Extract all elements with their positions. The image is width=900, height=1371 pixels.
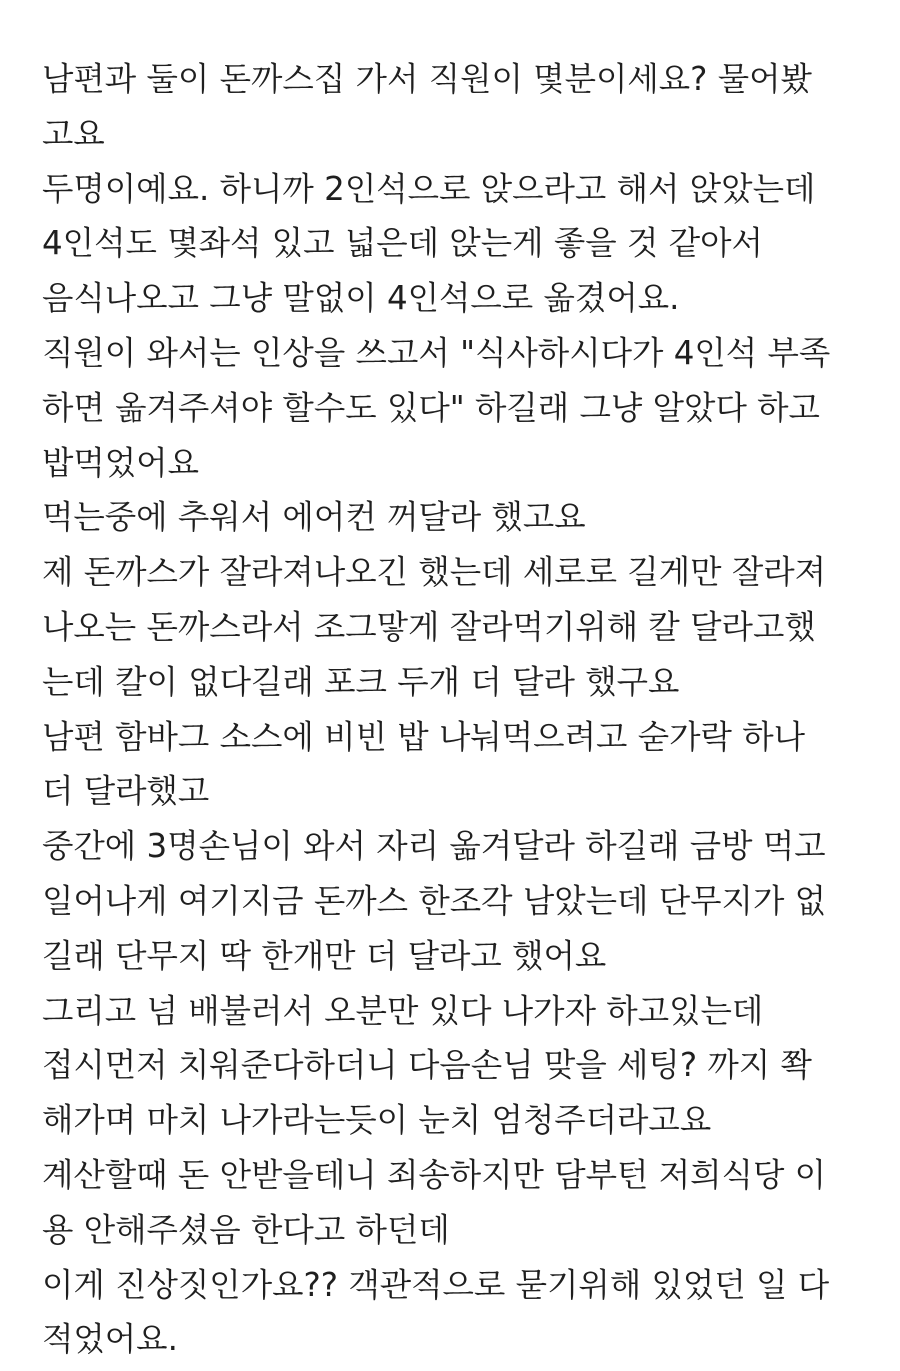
post-text-line: 하면 옮겨주셔야 할수도 있다" 하길래 그냥 알았다 하고 xyxy=(42,388,820,427)
post-text-line: 직원이 와서는 인상을 쓰고서 "식사하시다가 4인석 부족 xyxy=(42,333,831,372)
post-text-line: 계산할때 돈 안받을테니 죄송하지만 담부턴 저희식당 이 xyxy=(42,1155,827,1194)
post-text-line: 길래 단무지 딱 한개만 더 달라고 했어요 xyxy=(42,936,607,975)
post-text-line: 먹는중에 추워서 에어컨 꺼달라 했고요 xyxy=(42,498,586,537)
post-text-line: 음식나오고 그냥 말없이 4인석으로 옮겼어요. xyxy=(42,279,680,318)
post-text-line: 해가며 마치 나가라는듯이 눈치 엄청주더라고요 xyxy=(42,1101,712,1140)
post-body xyxy=(42,52,872,1367)
post-text-line: 중간에 3명손님이 와서 자리 옮겨달라 하길래 금방 먹고 xyxy=(42,827,826,866)
post-text-line: 두명이예요. 하니까 2인석으로 앉으라고 해서 앉았는데 xyxy=(42,169,816,208)
post-text-line: 그리고 넘 배불러서 오분만 있다 나가자 하고있는데 xyxy=(42,991,764,1030)
post-text-line: 용 안해주셨음 한다고 하던데 xyxy=(42,1210,450,1249)
post-text-line: 남편과 둘이 돈까스집 가서 직원이 몇분이세요? 물어봤 xyxy=(42,60,812,98)
post-text-line: 적었어요. xyxy=(42,1320,178,1359)
post-text-line: 나오는 돈까스라서 조그맣게 잘라먹기위해 칼 달라고했 xyxy=(42,607,816,646)
post-text-line: 일어나게 여기지금 돈까스 한조각 남았는데 단무지가 없 xyxy=(42,881,827,920)
post-text-line: 이게 진상짓인가요?? 객관적으로 묻기위해 있었던 일 다 xyxy=(42,1265,830,1304)
post-text-line: 4인석도 몇좌석 있고 넓은데 앉는게 좋을 것 같아서 xyxy=(42,224,763,263)
post-text-line: 는데 칼이 없다길래 포크 두개 더 달라 했구요 xyxy=(42,662,680,701)
post-text-line: 더 달라했고 xyxy=(42,772,210,811)
post-text-line: 밥먹었어요 xyxy=(42,443,199,482)
post-text-line: 고요 xyxy=(42,114,105,153)
post-text-line: 남편 함바그 소스에 비빈 밥 나눠먹으려고 숟가락 하나 xyxy=(42,717,806,756)
post-text-line: 제 돈까스가 잘라져나오긴 했는데 세로로 길게만 잘라져 xyxy=(42,553,827,592)
post-text-line: 접시먼저 치워준다하더니 다음손님 맞을 세팅? 까지 쫙 xyxy=(42,1046,812,1085)
